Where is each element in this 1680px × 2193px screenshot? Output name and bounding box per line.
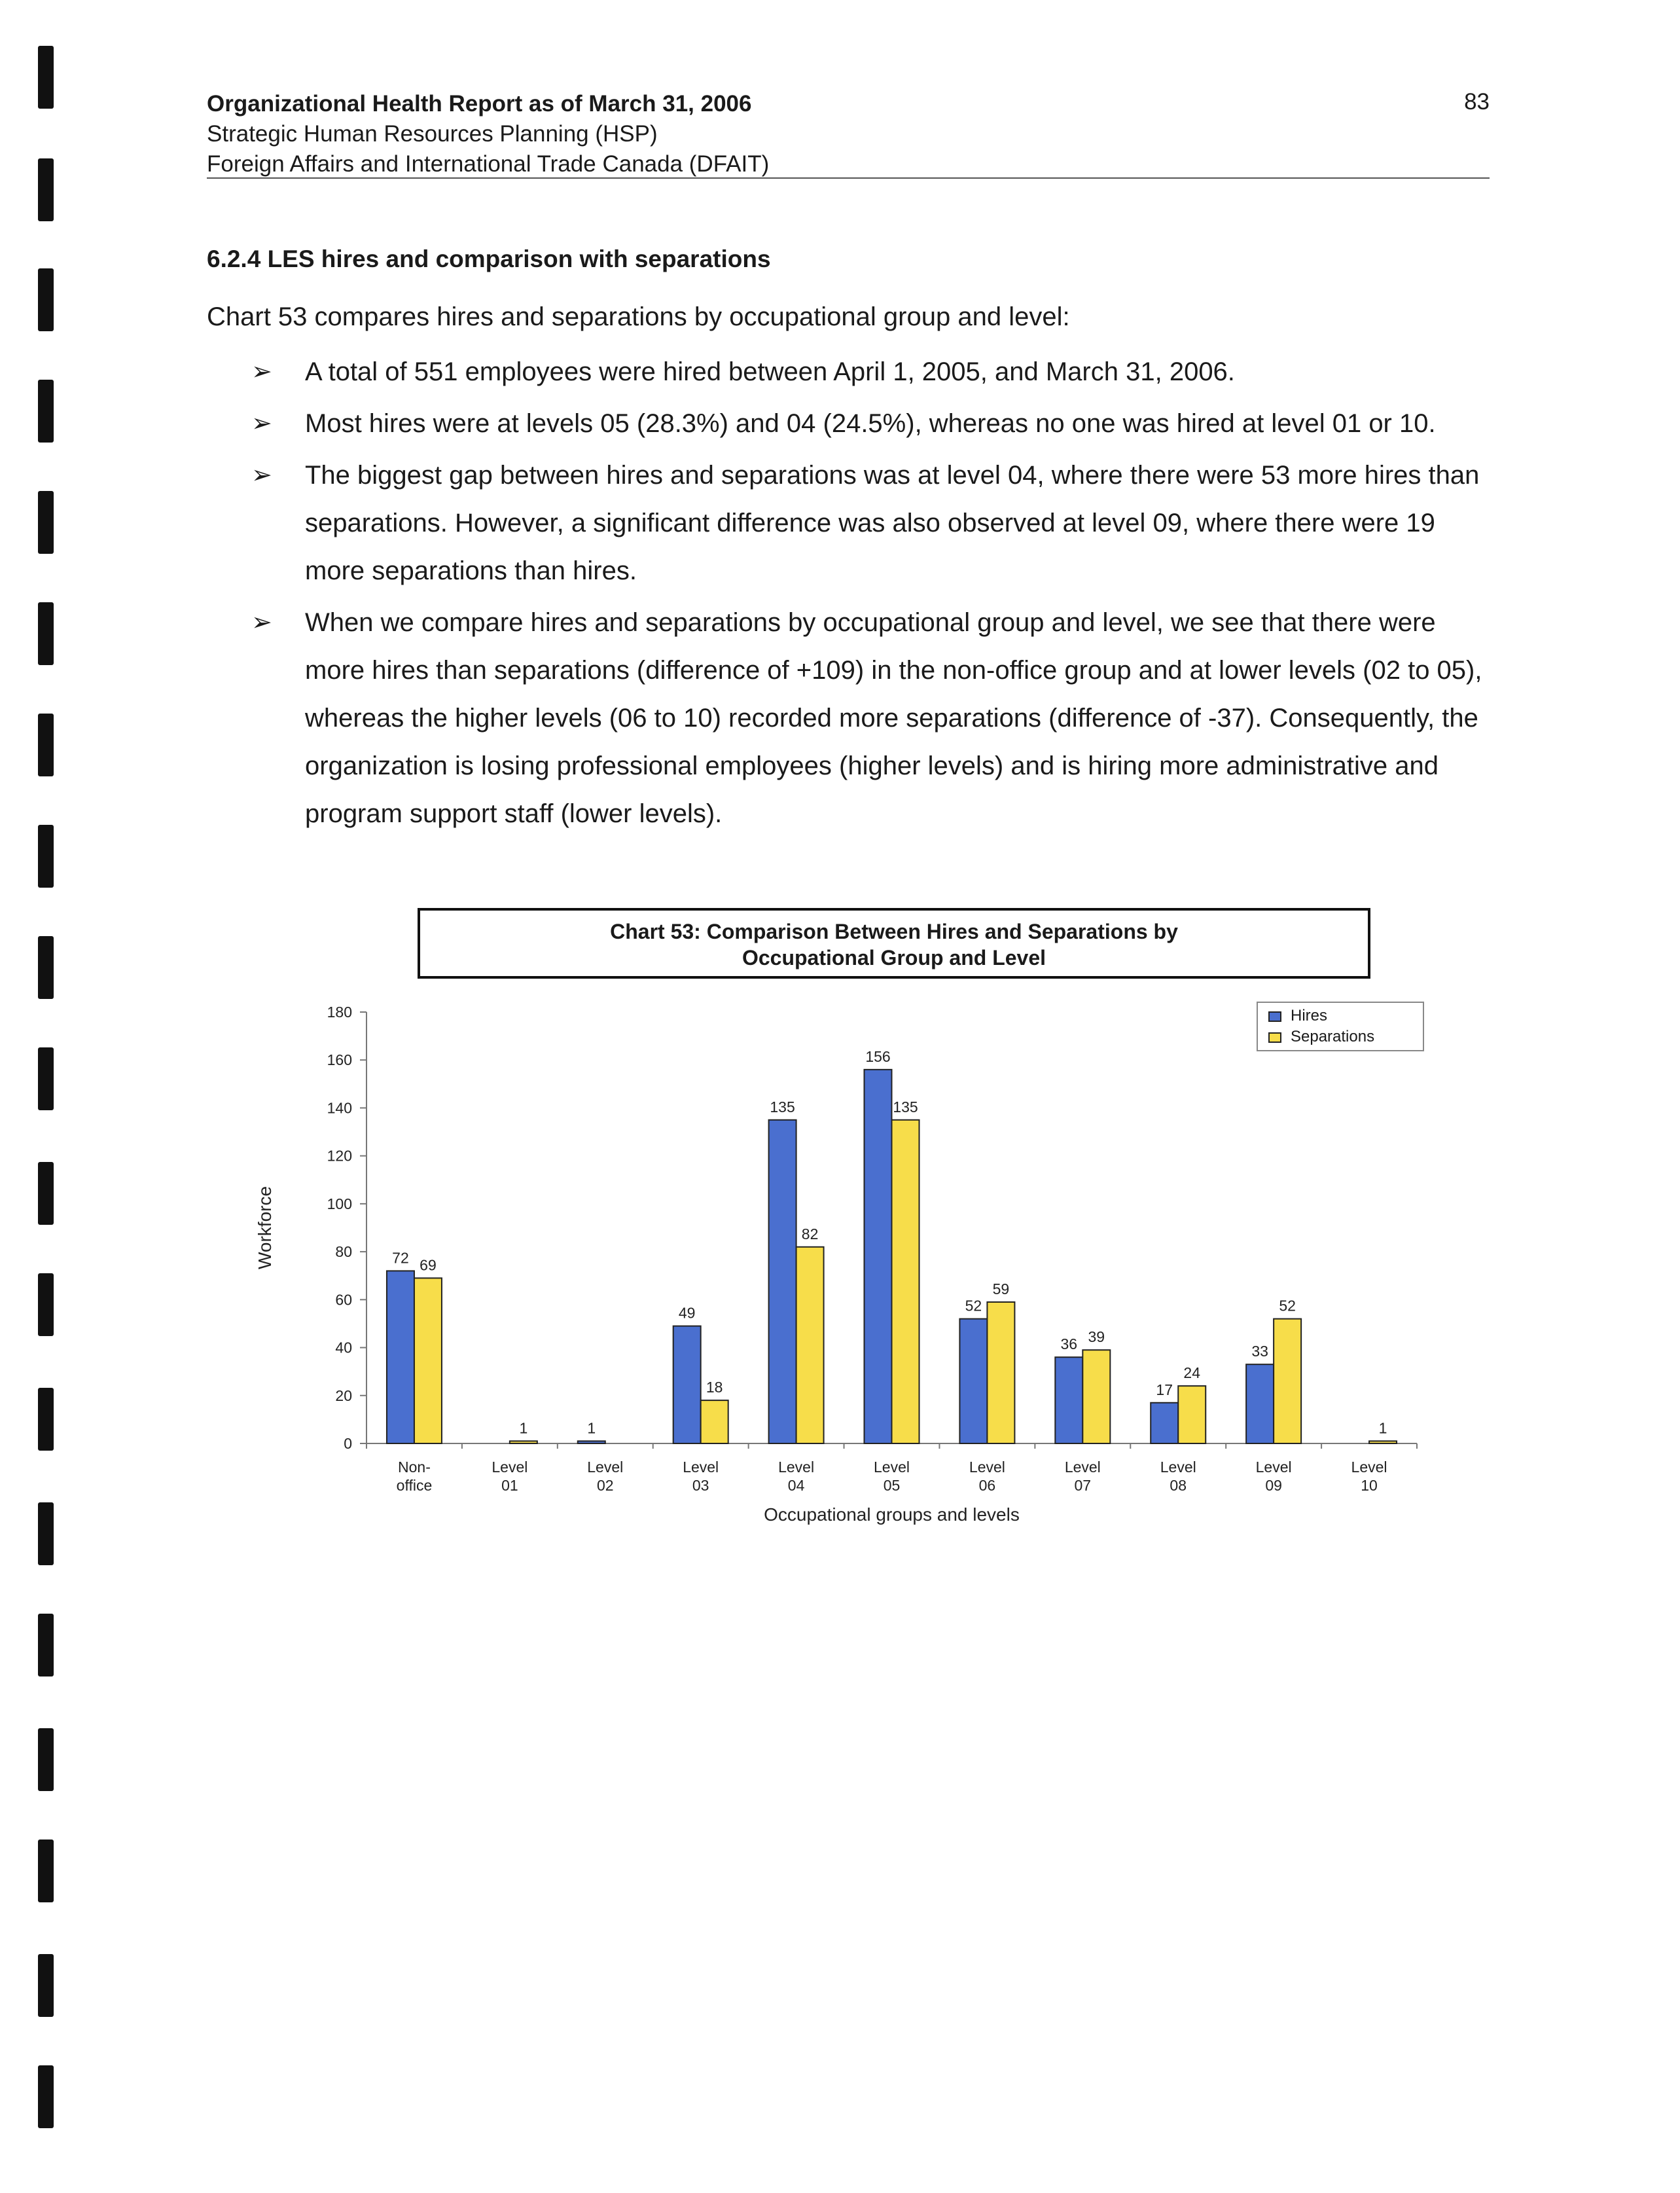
legend-item-hires xyxy=(1291,1006,1423,1026)
binding-hole xyxy=(38,1388,54,1451)
binding-hole xyxy=(38,825,54,888)
y-tick-label: 40 xyxy=(335,1339,352,1356)
x-tick-label: Level xyxy=(587,1459,624,1476)
binding-hole xyxy=(38,1162,54,1225)
chart-legend xyxy=(1257,1002,1424,1051)
binding-hole xyxy=(38,1502,54,1565)
bar-separations xyxy=(1178,1386,1206,1443)
x-axis-title: Occupational groups and levels xyxy=(764,1504,1020,1525)
bar-hires xyxy=(387,1271,414,1443)
y-tick-label: 140 xyxy=(327,1099,352,1117)
x-tick-label: Level xyxy=(1064,1459,1101,1476)
x-tick-label: Level xyxy=(1351,1459,1387,1476)
x-tick-label: Level xyxy=(874,1459,910,1476)
bar-separations xyxy=(892,1120,920,1443)
report-title: Organizational Health Report as of March 31, 2006 xyxy=(207,91,752,117)
x-tick-label: 06 xyxy=(978,1477,996,1494)
binding-hole xyxy=(38,491,54,554)
x-tick-label: 08 xyxy=(1170,1477,1187,1494)
bullet-text: A total of 551 employees were hired between April 1, 2005, and March 31, 2006. xyxy=(305,357,1235,386)
x-tick-label: Non- xyxy=(398,1459,431,1476)
y-tick-label: 0 xyxy=(344,1435,352,1452)
bar-separations xyxy=(987,1302,1014,1443)
x-tick-label: Level xyxy=(778,1459,815,1476)
bar-separations xyxy=(1274,1319,1301,1443)
list-item xyxy=(251,400,1488,448)
data-label: 82 xyxy=(801,1225,819,1242)
data-label: 1 xyxy=(1378,1419,1387,1437)
data-label: 52 xyxy=(965,1297,982,1314)
binding-hole xyxy=(38,936,54,999)
arrow-bullet-icon: ➢ xyxy=(251,410,272,437)
legend-item-separations xyxy=(1291,1026,1423,1047)
bar-separations xyxy=(701,1400,728,1443)
bar-separations xyxy=(1369,1441,1397,1443)
x-tick-label: Level xyxy=(1255,1459,1292,1476)
x-tick-label: office xyxy=(396,1477,433,1494)
data-label: 156 xyxy=(865,1047,891,1065)
y-tick-label: 100 xyxy=(327,1195,352,1212)
data-label: 17 xyxy=(1156,1381,1173,1398)
binding-hole xyxy=(38,714,54,776)
y-tick-label: 20 xyxy=(335,1386,352,1404)
bar-separations xyxy=(510,1441,537,1443)
y-tick-label: 80 xyxy=(335,1243,352,1261)
y-tick-label: 120 xyxy=(327,1147,352,1165)
y-tick-label: 180 xyxy=(327,1004,352,1021)
data-label: 1 xyxy=(519,1419,528,1437)
data-label: 18 xyxy=(706,1379,723,1396)
bar-separations xyxy=(414,1278,442,1443)
bar-separations xyxy=(1082,1350,1110,1443)
legend-label: Separations xyxy=(1291,1028,1375,1045)
page-number: 83 xyxy=(1464,89,1490,115)
intro-paragraph: Chart 53 compares hires and separations by occupational group and level: xyxy=(207,302,1070,331)
binding-hole xyxy=(38,1273,54,1336)
bar-hires xyxy=(1055,1357,1082,1443)
bar-hires xyxy=(1151,1403,1178,1443)
chart-title-box xyxy=(418,908,1370,979)
bar-hires xyxy=(578,1441,605,1443)
arrow-bullet-icon: ➢ xyxy=(251,358,272,386)
data-label: 33 xyxy=(1251,1343,1268,1360)
list-item xyxy=(251,599,1488,838)
y-axis-title: Workforce xyxy=(255,1186,275,1270)
x-tick-label: Level xyxy=(1160,1459,1196,1476)
bullet-text: Most hires were at levels 05 (28.3%) and 04 (24.5%), whereas no one was hired at level 01 or 10. xyxy=(305,409,1436,438)
bar-hires xyxy=(769,1120,796,1443)
x-tick-label: Level xyxy=(491,1459,528,1476)
section-title: 6.2.4 LES hires and comparison with separations xyxy=(207,245,771,272)
list-item xyxy=(251,452,1488,595)
x-tick-label: 02 xyxy=(596,1477,614,1494)
binding-hole xyxy=(38,1047,54,1110)
binding-hole xyxy=(38,380,54,443)
x-tick-label: 04 xyxy=(787,1477,805,1494)
legend-label: Hires xyxy=(1291,1007,1328,1024)
division-name: Strategic Human Resources Planning (HSP) xyxy=(207,121,658,147)
binding-hole xyxy=(38,158,54,221)
x-tick-label: 01 xyxy=(501,1477,518,1494)
y-tick-label: 60 xyxy=(335,1291,352,1309)
bar-hires xyxy=(1246,1364,1274,1443)
legend-swatch-separations xyxy=(1268,1032,1281,1043)
binding-hole xyxy=(38,602,54,665)
data-label: 36 xyxy=(1060,1335,1078,1353)
bullet-text: When we compare hires and separations by occupational group and level, we see that there were more hires than separations (difference of +109) in the non-office group and at lower levels (02 to 05), whereas the higher levels (06 to 10) recorded more separations (difference of -37). Consequently, the organization is losing professional employees (higher levels) and is hiring more administrative and program support staff (lower levels). xyxy=(305,608,1482,828)
data-label: 59 xyxy=(992,1280,1010,1297)
data-label: 39 xyxy=(1088,1328,1105,1346)
data-label: 49 xyxy=(678,1304,696,1322)
x-tick-label: 05 xyxy=(883,1477,901,1494)
x-tick-label: Level xyxy=(683,1459,719,1476)
legend-swatch-hires xyxy=(1268,1011,1281,1022)
arrow-bullet-icon: ➢ xyxy=(251,609,272,636)
binding-hole xyxy=(38,268,54,331)
header-rule xyxy=(207,177,1490,179)
bar-chart xyxy=(249,995,1466,1538)
page-header xyxy=(207,89,1490,179)
binding-holes xyxy=(38,0,64,2193)
binding-hole xyxy=(38,1728,54,1791)
x-tick-label: 10 xyxy=(1361,1477,1378,1494)
y-tick-label: 160 xyxy=(327,1051,352,1069)
data-label: 135 xyxy=(770,1098,795,1115)
department-name: Foreign Affairs and International Trade Canada (DFAIT) xyxy=(207,151,770,177)
data-label: 135 xyxy=(893,1098,918,1115)
list-item xyxy=(251,348,1488,396)
binding-hole xyxy=(38,1840,54,1902)
x-tick-label: 03 xyxy=(692,1477,709,1494)
binding-hole xyxy=(38,1614,54,1676)
binding-hole xyxy=(38,46,54,109)
data-label: 24 xyxy=(1183,1364,1201,1382)
bar-separations xyxy=(796,1247,824,1443)
data-label: 1 xyxy=(587,1419,596,1437)
x-tick-label: 09 xyxy=(1265,1477,1282,1494)
arrow-bullet-icon: ➢ xyxy=(251,462,272,489)
x-tick-label: 07 xyxy=(1074,1477,1092,1494)
bullet-list xyxy=(251,348,1488,842)
chart-title-line-1: Chart 53: Comparison Between Hires and Separations by xyxy=(610,920,1178,943)
data-label: 69 xyxy=(420,1256,437,1274)
bar-hires xyxy=(865,1070,892,1443)
bullet-text: The biggest gap between hires and separations was at level 04, where there were 53 more hires than separations. However, a significant difference was also observed at level 09, where there were 19 more separations than hires. xyxy=(305,461,1480,585)
chart-title-line-2: Occupational Group and Level xyxy=(742,946,1046,970)
binding-hole xyxy=(38,2065,54,2128)
bar-hires xyxy=(959,1319,987,1443)
x-tick-label: Level xyxy=(969,1459,1005,1476)
bar-hires xyxy=(673,1326,701,1443)
binding-hole xyxy=(38,1954,54,2017)
data-label: 52 xyxy=(1279,1297,1296,1314)
data-label: 72 xyxy=(392,1249,409,1267)
